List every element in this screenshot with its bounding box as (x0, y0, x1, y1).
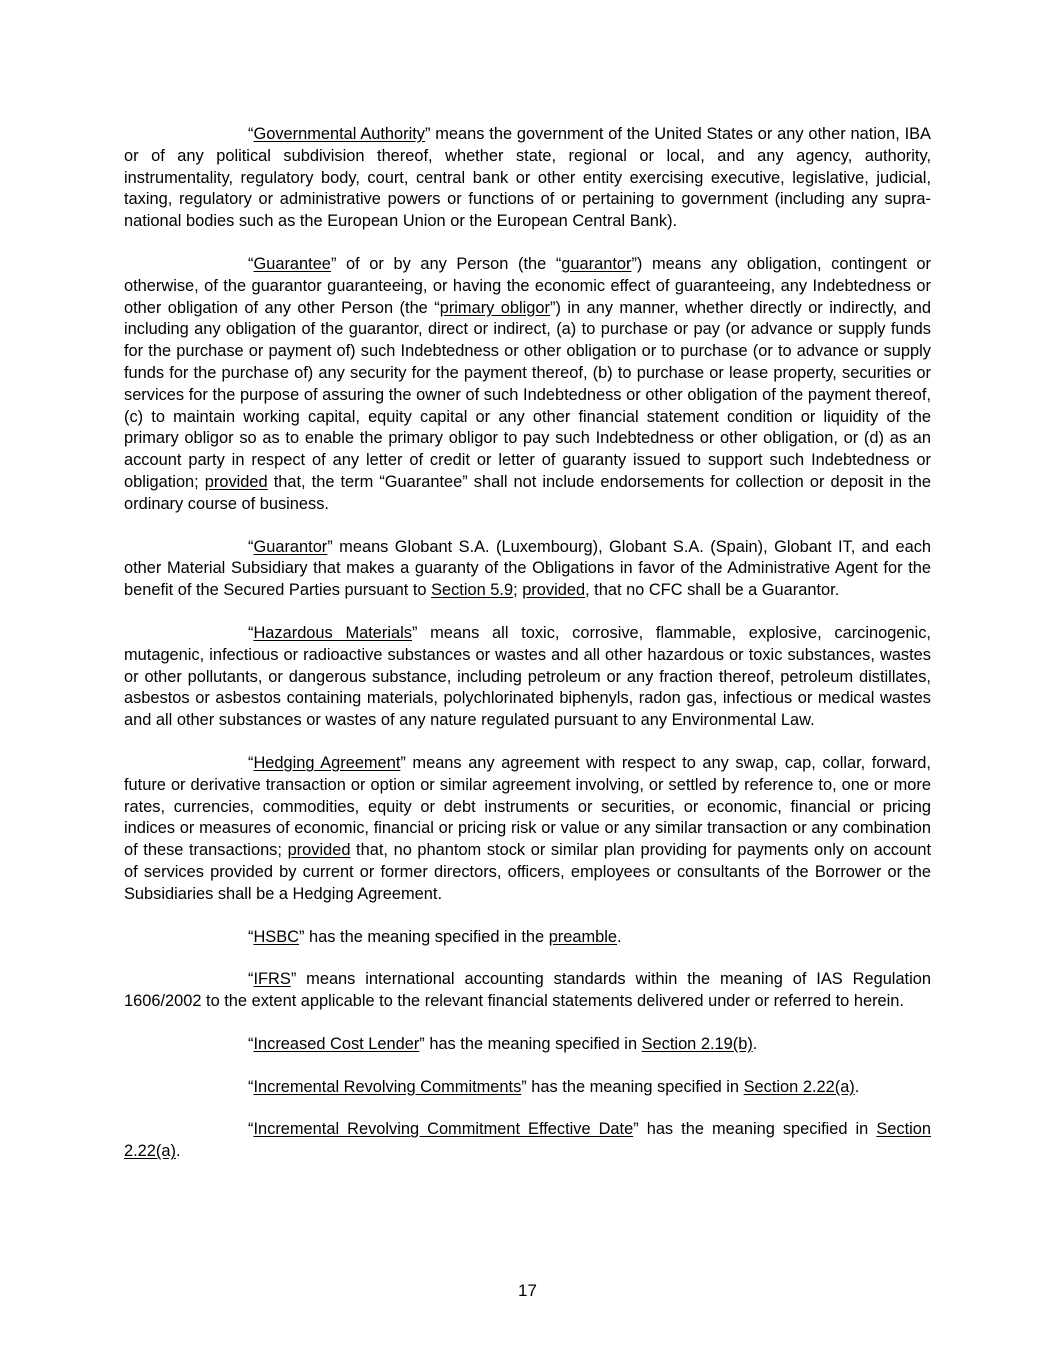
section-reference: preamble (548, 927, 618, 946)
definition-text: means Globant S.A. (Luxembourg), Globant S.A. (Spain), Globant IT, and each other Material Subsidiary that makes a guaranty of the Obligations in favor of the Administrative Agent for the benefit of the Secured Parties pursuant to (124, 537, 931, 600)
definition-text: has the meaning specified in (638, 1120, 877, 1139)
document-page (124, 124, 931, 1184)
definition-text: means any agreement with respect to any swap, cap, collar, forward, future or derivative transaction or option or similar agreement involving, or settled by reference to, one or more rates, currencies, commodities, equity or debt instruments or securities, or economic, financial or pricing indices or measures of economic, financial or pricing risk or value or any similar transaction or any combination of these transactions; (124, 753, 931, 860)
page-number: 17 (518, 1281, 537, 1300)
defined-term: Guarantee (253, 254, 331, 273)
definition-text: . (175, 1142, 181, 1161)
definition-text: that, the term “Guarantee” shall not include endorsements for collection or deposit in the ordinary course of business. (124, 472, 931, 513)
definition-governmental-authority: “Governmental Authority” means the government of the United States or any other nation, IBA or of any political subdivision thereof, whether state, regional or local, and any agency, authority, instrumentality, regulatory body, court, central bank or other entity exercising executive, legislative, judicial, taxing, regulatory or administrative powers or functions of or pertaining to government (including any supra-national bodies such as the European Union or the European Central Bank). (124, 125, 931, 231)
definition-text: has the meaning specified in the (304, 927, 549, 946)
section-reference: Section 5.9 (431, 581, 514, 600)
proviso-term: provided (204, 472, 268, 491)
definition-increased-cost-lender: “Increased Cost Lender” has the meaning specified in Section 2.19(b). (248, 1034, 758, 1053)
defined-term: Guarantor (253, 537, 328, 556)
proviso-term: provided (522, 581, 586, 600)
definition-text: has the meaning specified in (526, 1077, 744, 1096)
definition-text: ”) means any obligation, contingent or otherwise, of the guarantor guaranteeing, or having the economic effect of guaranteeing, any Indebtedness or other obligation of any other Person (the “ (124, 254, 931, 317)
definition-text: ; (513, 581, 523, 600)
definition-hsbc: “HSBC” has the meaning specified in the preamble. (248, 927, 622, 946)
definition-text: means all toxic, corrosive, flammable, explosive, carcinogenic, mutagenic, infectious or radioactive substances or wastes and all other hazardous or toxic substances, wastes or other pollutants, or dangerous substance, including petroleum or any fraction thereof, petroleum distillates, asbestos or asbestos containing materials, polychlorinated biphenyls, radon gas, infectious or medical wastes and all other substances or wastes of any nature regulated pursuant to any Environmental Law. (124, 623, 931, 730)
definition-text: . (854, 1077, 860, 1096)
defined-term: Hedging Agreement (253, 753, 401, 772)
defined-subterm: guarantor (561, 254, 632, 273)
definition-ifrs: “IFRS” means international accounting standards within the meaning of IAS Regulation 1606/2002 to the extent applicable to the relevant financial statements delivered under or referred to herein. (124, 970, 931, 1011)
definition-text: , that no CFC shall be a Guarantor. (585, 581, 840, 600)
definition-incremental-revolving-commitment-effective-date: “Incremental Revolving Commitment Effective Date” has the meaning specified in Section 2.22(a). (124, 1120, 931, 1161)
defined-term: Increased Cost Lender (253, 1034, 420, 1053)
defined-term: Incremental Revolving Commitments (253, 1077, 522, 1096)
section-reference: Section 2.22(a) (124, 1120, 931, 1161)
definition-text: of or by any Person (the “ (336, 254, 562, 273)
defined-term: HSBC (253, 927, 300, 946)
section-reference: Section 2.22(a) (743, 1077, 855, 1096)
proviso-term: provided (287, 841, 351, 860)
definition-text: that, no phantom stock or similar plan providing for payments only on account of services provided by current or former directors, officers, employees or consultants of the Borrower or the Subsidiaries shall be a Hedging Agreement. (124, 841, 931, 903)
definition-incremental-revolving-commitments: “Incremental Revolving Commitments” has the meaning specified in Section 2.22(a). (248, 1077, 860, 1096)
definition-guarantor: “Guarantor” means Globant S.A. (Luxembourg), Globant S.A. (Spain), Globant IT, and each other Material Subsidiary that makes a guaranty of the Obligations in favor of the Administrative Agent for the benefit of the Secured Parties pursuant to Section 5.9; provided, that no CFC shall be a Guarantor. (124, 537, 931, 600)
defined-term: IFRS (253, 970, 291, 989)
definition-guarantee: “Guarantee” of or by any Person (the “guarantor”) means any obligation, contingent or otherwise, of the guarantor guaranteeing, or having the economic effect of guaranteeing, any Indebtedness or other obligation of any other Person (the “primary obligor”) in any manner, whether directly or indirectly, and including any obligation of the guarantor, direct or indirect, (a) to purchase or pay (or advance or supply funds for the purchase or payment of) such Indebtedness or other obligation or to purchase (or to advance or supply funds for the purchase of) any security for the payment thereof, (b) to purchase or lease property, securities or services for the purpose of assuring the owner of such Indebtedness or other obligation of the payment thereof, (c) to maintain working capital, equity capital or any other financial statement condition or liquidity of the primary obligor so as to enable the primary obligor to pay such Indebtedness or other obligation, or (d) as an account party in respect of any letter of credit or letter of guaranty issued to support such Indebtedness or obligation; provided that, the term “Guarantee” shall not include endorsements for collection or deposit in the ordinary course of business. (124, 254, 932, 513)
definition-text: . (752, 1034, 758, 1053)
defined-term: Incremental Revolving Commitment Effective Date (253, 1120, 634, 1139)
section-reference: Section 2.19(b) (641, 1034, 753, 1053)
defined-term: Governmental Authority (253, 125, 425, 143)
definition-hedging-agreement: “Hedging Agreement” means any agreement with respect to any swap, cap, collar, forward, future or derivative transaction or option or similar agreement involving, or settled by reference to, one or more rates, currencies, commodities, equity or debt instruments or securities, or economic, financial or pricing indices or measures of economic, financial or pricing risk or value or any similar transaction or any combination of these transactions; provided that, no phantom stock or similar plan providing for payments only on account of services provided by current or former directors, officers, employees or consultants of the Borrower or the Subsidiaries shall be a Hedging Agreement. (124, 753, 931, 903)
defined-term: Hazardous Materials (253, 623, 412, 642)
definition-text: means international accounting standards within the meaning of IAS Regulation 1606/2002 to the extent applicable to the relevant financial statements delivered under or referred to herein. (124, 970, 931, 1011)
definition-text: ”) in any manner, whether directly or indirectly, and including any obligation of the guarantor, direct or indirect, (a) to purchase or pay (or advance or supply funds for the purchase or payment of) such Indebtedness or other obligation or to purchase (or to advance or supply funds for the purchase of) any security for the payment thereof, (b) to purchase or lease property, securities or services for the purpose of assuring the owner of such Indebtedness or other obligation of the payment thereof, (c) to maintain working capital, equity capital or any other financial statement condition or liquidity of the primary obligor so as to enable the primary obligor to pay such Indebtedness or other obligation, or (d) as an account party in respect of any letter of credit or letter of guaranty issued to support such Indebtedness or obligation; (124, 298, 932, 491)
definition-hazardous-materials: “Hazardous Materials” means all toxic, corrosive, flammable, explosive, carcinogenic, mutagenic, infectious or radioactive substances or wastes and all other hazardous or toxic substances, wastes or other pollutants, or dangerous substance, including petroleum or any fraction thereof, petroleum distillates, asbestos or asbestos containing materials, polychlorinated biphenyls, radon gas, infectious or medical wastes and all other substances or wastes of any nature regulated pursuant to any Environmental Law. (124, 623, 931, 730)
definition-text: has the meaning specified in (424, 1034, 642, 1053)
definition-text: . (617, 927, 622, 946)
definition-text: means the government of the United States or any other nation, IBA or of any political subdivision thereof, whether state, regional or local, and any agency, authority, instrumentality, regulatory body, court, central bank or other entity exercising executive, legislative, judicial, taxing, regulatory or administrative powers or functions of or pertaining to government (including any supra-national bodies such as the European Union or the European Central Bank). (124, 125, 931, 231)
defined-subterm: primary obligor (439, 298, 550, 317)
